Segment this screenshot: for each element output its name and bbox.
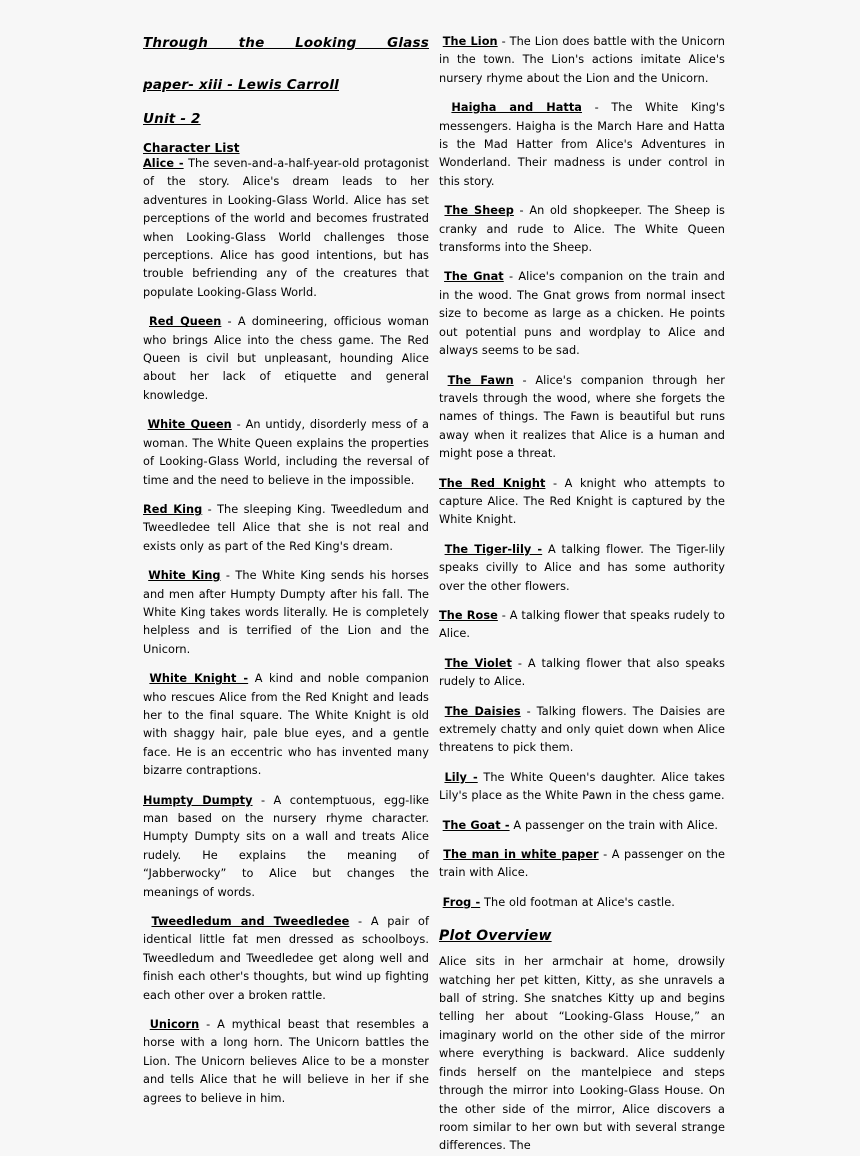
- character-description: A passenger on the train with Alice.: [509, 818, 719, 832]
- character-description: The White Queen's daughter. Alice takes Lily's place as the White Pawn in the chess game.: [439, 770, 725, 803]
- character-name: Frog -: [442, 895, 481, 909]
- character-name: The Red Knight: [439, 476, 546, 490]
- character-name: The Lion: [442, 35, 498, 48]
- character-description: - The White King sends his horses and men after Humpty Dumpty after his fall. The White King takes words literally. He is completely helpless and is terrified of the Lion and the Unicorn.: [143, 569, 429, 656]
- character-entry: [143, 913, 429, 1005]
- character-description: - Alice's companion through her travels through the wood, where she forgets the names of things. The Fawn is beautiful but runs away when it realizes that Alice is a human and might pose a threat.: [439, 373, 725, 461]
- character-description: - A domineering, officious woman who brings Alice into the chess game. The Red Queen is civil but unpleasant, hounding Alice about her lack of etiquette and general knowledge.: [143, 315, 429, 402]
- character-entry: [143, 416, 429, 490]
- character-name: White Knight -: [149, 672, 249, 686]
- character-entry: [439, 202, 725, 257]
- character-name: The man in white paper: [443, 848, 599, 862]
- character-entry: [143, 792, 429, 902]
- left-column: [143, 33, 429, 1108]
- character-description: - An old shopkeeper. The Sheep is cranky and rude to Alice. The White Queen transforms into the Sheep.: [439, 204, 725, 255]
- document-title: [143, 33, 429, 96]
- character-entry: [143, 313, 429, 405]
- character-description: - The sleeping King. Tweedledum and Tweedledee tell Alice that she is not real and exists only as part of the Red King's dream.: [143, 502, 429, 553]
- character-name: The Sheep: [444, 204, 514, 218]
- document-title-line-1: Through the Looking Glass: [143, 35, 429, 51]
- character-entry: [439, 268, 725, 360]
- character-name: The Goat -: [442, 818, 510, 832]
- character-entry: [143, 501, 429, 556]
- character-description: - A contemptuous, egg-like man based on the nursery rhyme character. Humpty Dumpty sits on a wall and treats Alice rudely. He explains the meaning of “Jabberwocky” to Alice but changes the meanings of words.: [143, 793, 429, 899]
- left-character-entries: [143, 155, 429, 1108]
- character-name: Haigha and Hatta: [451, 101, 582, 115]
- entry-lead-space: [143, 1018, 150, 1031]
- character-description: - A mythical beast that resembles a horse with a long horn. The Unicorn battles the Lion. The Unicorn believes Alice to be a monster and tells Alice that he will believe in her if she agrees to believe in him.: [143, 1018, 429, 1105]
- character-description: - Talking flowers. The Daisies are extremely chatty and only quiet down when Alice threatens to pick them.: [439, 704, 725, 755]
- character-name: Lily -: [444, 770, 478, 784]
- character-description: - A talking flower that speaks rudely to Alice.: [439, 608, 725, 641]
- character-name: The Gnat: [444, 270, 504, 284]
- character-entry: [439, 372, 725, 464]
- character-entry: [439, 607, 725, 644]
- character-description: - The White King's messengers. Haigha is the March Hare and Hatta is the Mad Hatter from Alice's Adventures in Wonderland. Their madness is under control in this story.: [439, 101, 725, 188]
- character-name: Red Queen: [148, 315, 222, 329]
- character-entry: [143, 1016, 429, 1108]
- character-name: Humpty Dumpty: [143, 793, 253, 807]
- character-entry: [439, 894, 725, 912]
- character-entry: [439, 99, 725, 191]
- character-name: White Queen: [147, 418, 232, 432]
- character-description: A kind and noble companion who rescues Alice from the Red Knight and leads her to the final square. The White Knight is old with shaggy hair, pale blue eyes, and a gentle face. He is an eccentric who has invented many bizarre contraptions.: [143, 672, 429, 778]
- character-description: - A pair of identical little fat men dressed as schoolboys. Tweedledum and Tweedledee get along well and finish each other's thoughts, but wind up fighting each other over a broken rattle.: [143, 915, 429, 1002]
- character-entry: [143, 670, 429, 780]
- character-entry: [439, 846, 725, 883]
- character-description: The old footman at Alice's castle.: [480, 895, 675, 909]
- character-name: The Rose: [439, 608, 498, 622]
- character-description: - Alice's companion on the train and in the wood. The Gnat grows from normal insect size to become as large as a chicken. He points out potential puns and wordplay to Alice and always seems to be sad.: [439, 270, 725, 358]
- character-entry: [439, 769, 725, 806]
- character-description: - A talking flower that also speaks rudely to Alice.: [439, 656, 725, 689]
- character-entry: [439, 475, 725, 530]
- character-description: - The Lion does battle with the Unicorn in the town. The Lion's actions imitate Alice's nursery rhyme about the Lion and the Unicorn.: [439, 35, 725, 85]
- entry-lead-space: [143, 915, 151, 928]
- character-name: Unicorn: [149, 1018, 200, 1032]
- character-description: A talking flower. The Tiger-lily speaks civilly to Alice and has some authority over the other flowers.: [439, 542, 725, 593]
- character-name: The Violet: [444, 656, 512, 670]
- right-character-entries: [439, 33, 725, 912]
- right-column: [439, 33, 725, 1156]
- entry-lead-space: [439, 101, 451, 114]
- document-page: [143, 33, 725, 1153]
- character-entry: [439, 33, 725, 88]
- character-name: The Tiger-lily -: [444, 542, 543, 556]
- character-entry: [439, 703, 725, 758]
- character-list-heading: Character List: [143, 141, 240, 155]
- character-entry: [439, 655, 725, 692]
- character-description: - An untidy, disorderly mess of a woman. The White Queen explains the properties of Looking-Glass World, including the reversal of time and the need to believe in the impossible.: [143, 418, 429, 487]
- character-description: - A knight who attempts to capture Alice. The Red Knight is captured by the White Knight.: [439, 476, 725, 527]
- character-name: Tweedledum and Tweedledee: [151, 915, 350, 929]
- character-name: Alice -: [143, 157, 184, 170]
- character-name: The Daisies: [444, 704, 521, 718]
- plot-overview-heading: Plot Overview: [439, 928, 552, 945]
- character-entry: [143, 567, 429, 659]
- character-description: The seven-and-a-half-year-old protagonist of the story. Alice's dream leads to her adventures in Looking-Glass World. Alice has set perceptions of the world and becomes frustrated when Looking-Glass World challenges those perceptions. Alice has good intentions, but has trouble befriending any of the creatures that populate Looking-Glass World.: [143, 157, 429, 299]
- character-description: - A passenger on the train with Alice.: [439, 848, 725, 880]
- character-entry: [439, 541, 725, 596]
- character-name: Red King: [143, 502, 203, 516]
- character-entry: [439, 817, 725, 835]
- entry-lead-space: [439, 374, 448, 387]
- plot-overview-paragraph: Alice sits in her armchair at home, drowsily watching her pet kitten, Kitty, as she unravels a ball of string. She snatches Kitty up and begins telling her about “Looking-Glass House,” an imaginary world on the other side of the mirror where everything is backward. Alice suddenly finds herself on the mantelpiece and steps through the mirror into Looking-Glass House. On the other side of the mirror, Alice discovers a room similar to her own but with several strange differences. The: [439, 955, 725, 1153]
- document-title-line-2: paper- xiii - Lewis Carroll: [143, 77, 340, 93]
- character-entry: [143, 155, 429, 302]
- unit-heading: Unit - 2: [143, 111, 201, 127]
- character-name: The Fawn: [447, 373, 514, 387]
- character-name: White King: [148, 569, 221, 583]
